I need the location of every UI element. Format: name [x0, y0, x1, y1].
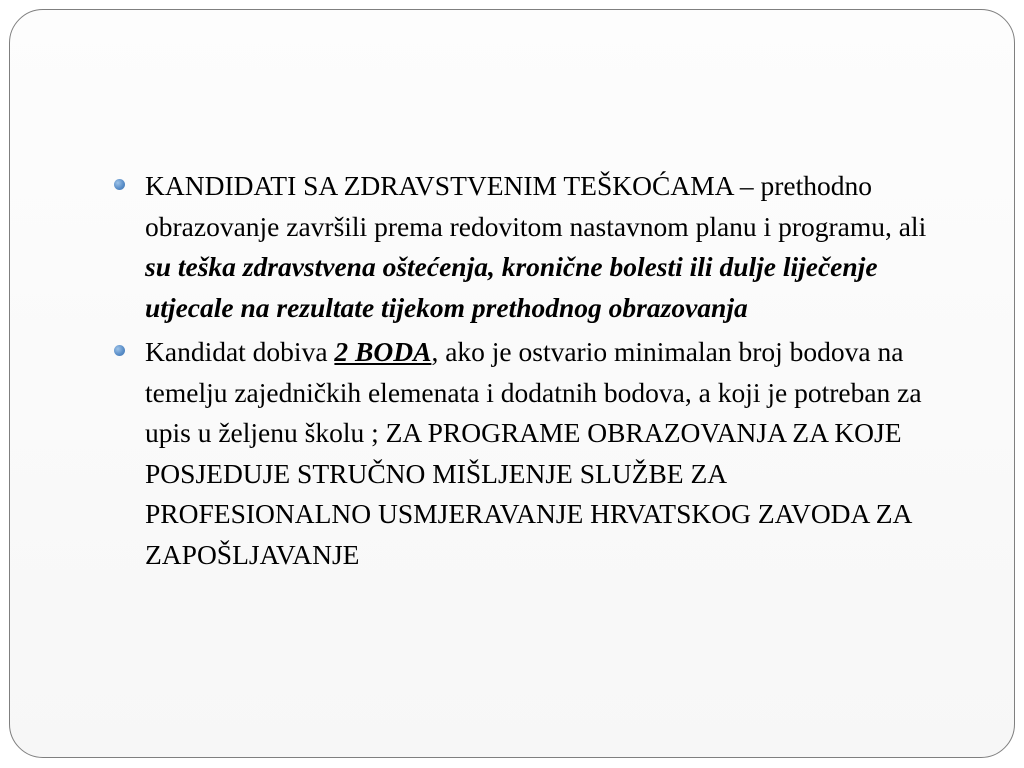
- bullet-item-2: [114, 332, 954, 575]
- bullet-2-text-after: , ako je ostvario minimalan broj bodova na temelju zajedničkih elemenata i dodatnih bodova, a koji je potreban za upis u željenu školu ; ZA PROGRAME OBRAZOVANJA ZA KOJE POSJEDUJE STRUČNO MIŠLJENJE SLUŽBE ZA PROFESIONALNO USMJERAVANJE HRVATSKOG ZAVODA ZA ZAPOŠLJAVANJE: [145, 336, 922, 570]
- slide-content: [114, 166, 954, 579]
- bullet-dot-icon: [114, 179, 125, 190]
- bullet-item-1: [114, 166, 954, 328]
- bullet-2-text-before: Kandidat dobiva: [145, 336, 335, 367]
- bullet-1-text: KANDIDATI SA ZDRAVSTVENIM TEŠKOĆAMA – prethodno obrazovanje završili prema redovitom nastavnom planu i programu, ali: [145, 170, 927, 242]
- bullet-dot-icon: [114, 345, 125, 356]
- bullet-1-emphasis: su teška zdravstvena oštećenja, kronične bolesti ili dulje liječenje utjecale na rezultate tijekom prethodnog obrazovanja: [145, 251, 878, 323]
- bullet-2-emphasis: 2 BODA: [334, 336, 432, 367]
